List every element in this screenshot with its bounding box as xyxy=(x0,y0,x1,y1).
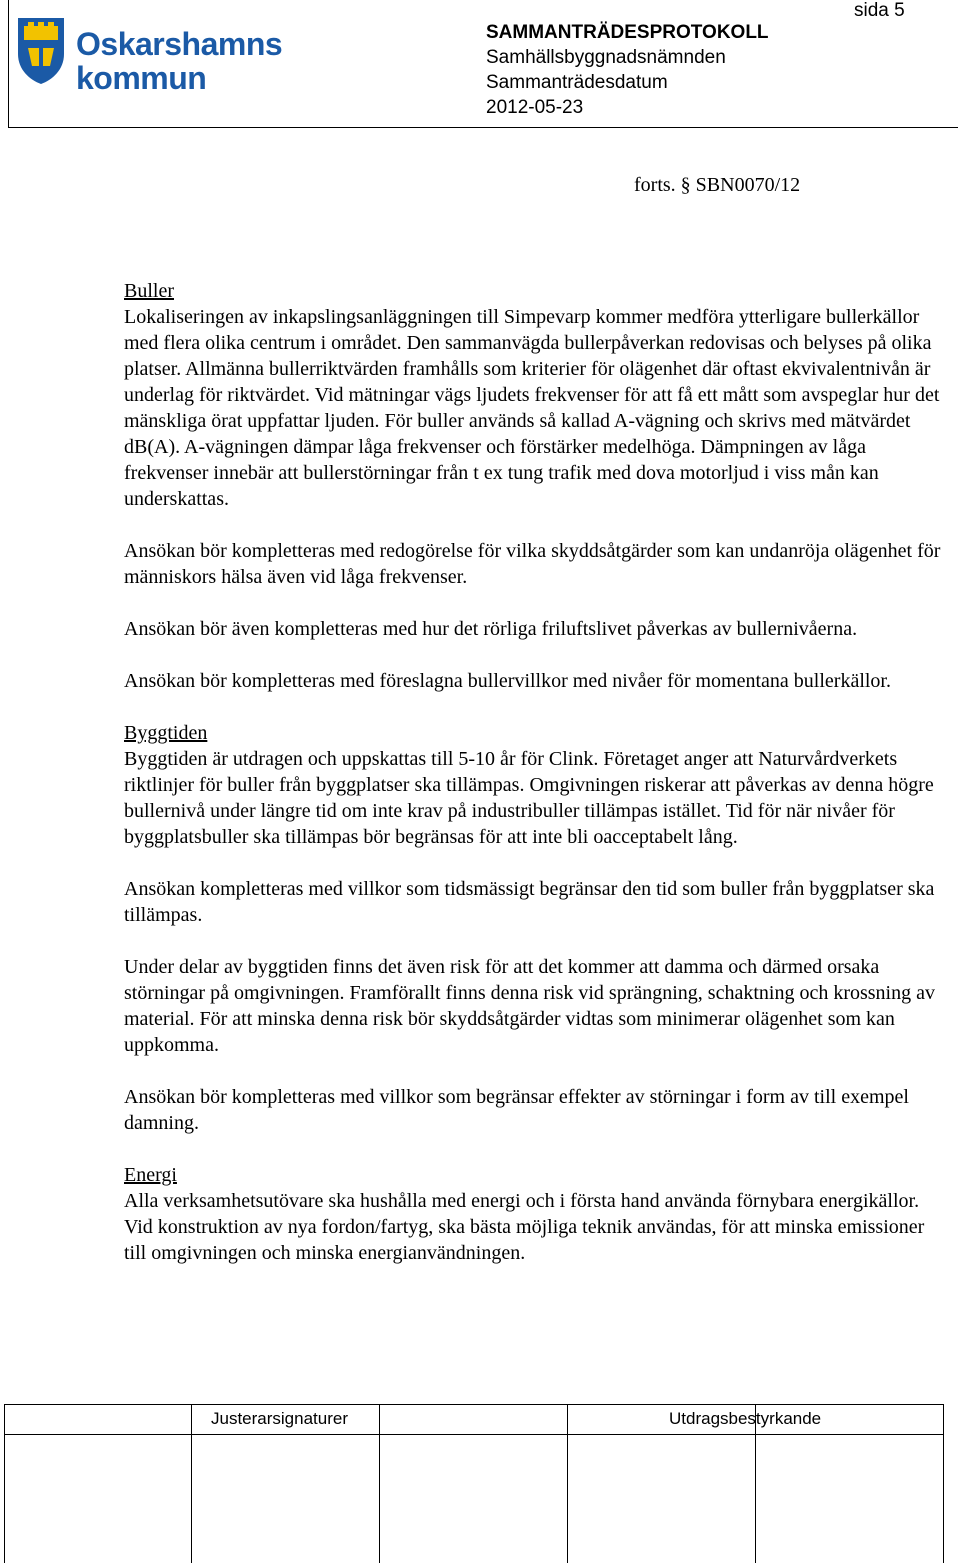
section-heading: Energi xyxy=(124,1164,177,1186)
paragraph: Ansökan bör kompletteras med villkor som begränsar effekter av störningar i form av till exempel damning. xyxy=(124,1086,909,1134)
committee-name: Samhällsbyggnadsnämnden xyxy=(486,47,726,68)
paragraph: Ansökan kompletteras med villkor som tidsmässigt begränsar den tid som buller från byggplatser ska tillämpas. xyxy=(124,878,935,926)
document-body xyxy=(124,278,944,1266)
header-bottom-border xyxy=(8,127,958,128)
section-heading: Byggtiden xyxy=(124,722,208,744)
paragraph: Byggtiden är utdragen och uppskattas till 5-10 år för Clink. Företaget anger att Naturvårdverkets riktlinjer för buller från byggplatser ska tillämpas. Omgivningen riskerar att påverkas av denna högre bullernivå under längre tid om inte krav på industribuller tillämpas istället. Tid för när nivåer för byggplatsbuller ska tillämpas bör begränsas för att inte bli oacceptabelt lång. xyxy=(124,748,934,848)
table-column-divider xyxy=(567,1405,568,1563)
signature-label: Justerarsignaturer xyxy=(211,1409,349,1428)
header-left-border xyxy=(8,0,9,128)
case-reference: forts. § SBN0070/12 xyxy=(634,174,801,196)
logo-line-2: kommun xyxy=(76,60,207,96)
coat-of-arms-icon xyxy=(14,14,68,86)
section-heading: Buller xyxy=(124,280,174,302)
date-value: 2012-05-23 xyxy=(486,97,584,118)
extract-certification-label: Utdragsbestyrkande xyxy=(669,1409,822,1428)
protocol-title: SAMMANTRÄDESPROTOKOLL xyxy=(486,22,769,43)
date-label: Sammanträdesdatum xyxy=(486,72,668,93)
logo-line-1: Oskarshamns xyxy=(76,26,283,62)
section-buller xyxy=(124,278,944,512)
table-column-divider xyxy=(379,1405,380,1563)
signature-table xyxy=(4,1404,944,1563)
paragraph: Ansökan bör även kompletteras med hur det rörliga friluftslivet påverkas av bullernivåerna. xyxy=(124,618,858,640)
section-energi xyxy=(124,1162,944,1266)
table-divider xyxy=(5,1434,943,1435)
paragraph: Lokaliseringen av inkapslingsanläggningen till Simpevarp kommer medföra ytterligare bullerkällor med flera olika centrum i området. Den sammanvägda bullerpåverkan redovisas och belyses på olika platser. Allmänna bullerriktvärden framhålls som kriterier för olägenhet där oftast ekvivalentnivån är underlag för riktvärdet. Vid mätningar vägs ljudets frekvenser för att få ett mått som avspeglar hur det mänskliga örat uppfattar ljuden. För buller används så kallad A-vägning och skrivs med mätvärdet dB(A). A-vägningen dämpar låga frekvenser och förstärker medelhöga. Dämpningen av låga frekvenser innebär att bullerstörningar från t ex tung trafik med dova motorljud i viss mån kan underskattas. xyxy=(124,306,940,510)
protocol-header xyxy=(486,20,769,120)
paragraph: Under delar av byggtiden finns det även risk för att det kommer att damma och därmed orsaka störningar på omgivningen. Framförallt finns denna risk vid sprängning, schaktning och krossning av material. För att minska denna risk bör skyddsåtgärder vidtas som minimerar olägenhet som kan uppkomma. xyxy=(124,956,935,1056)
page-number: sida 5 xyxy=(854,0,905,21)
paragraph: Ansökan bör kompletteras med föreslagna bullervillkor med nivåer för momentana bullerkällor. xyxy=(124,670,891,692)
logo-wordmark xyxy=(76,28,282,94)
municipality-logo xyxy=(14,10,283,96)
table-column-divider xyxy=(191,1405,192,1563)
paragraph: Ansökan bör kompletteras med redogörelse för vilka skyddsåtgärder som kan undanröja olägenhet för människors hälsa även vid låga frekvenser. xyxy=(124,540,941,588)
paragraph: Alla verksamhetsutövare ska hushålla med energi och i första hand använda förnybara energikällor. Vid konstruktion av nya fordon/fartyg, ska bästa möjliga teknik användas, för att minska emissioner till omgivningen och minska energianvändningen. xyxy=(124,1190,925,1264)
section-byggtiden xyxy=(124,720,944,850)
